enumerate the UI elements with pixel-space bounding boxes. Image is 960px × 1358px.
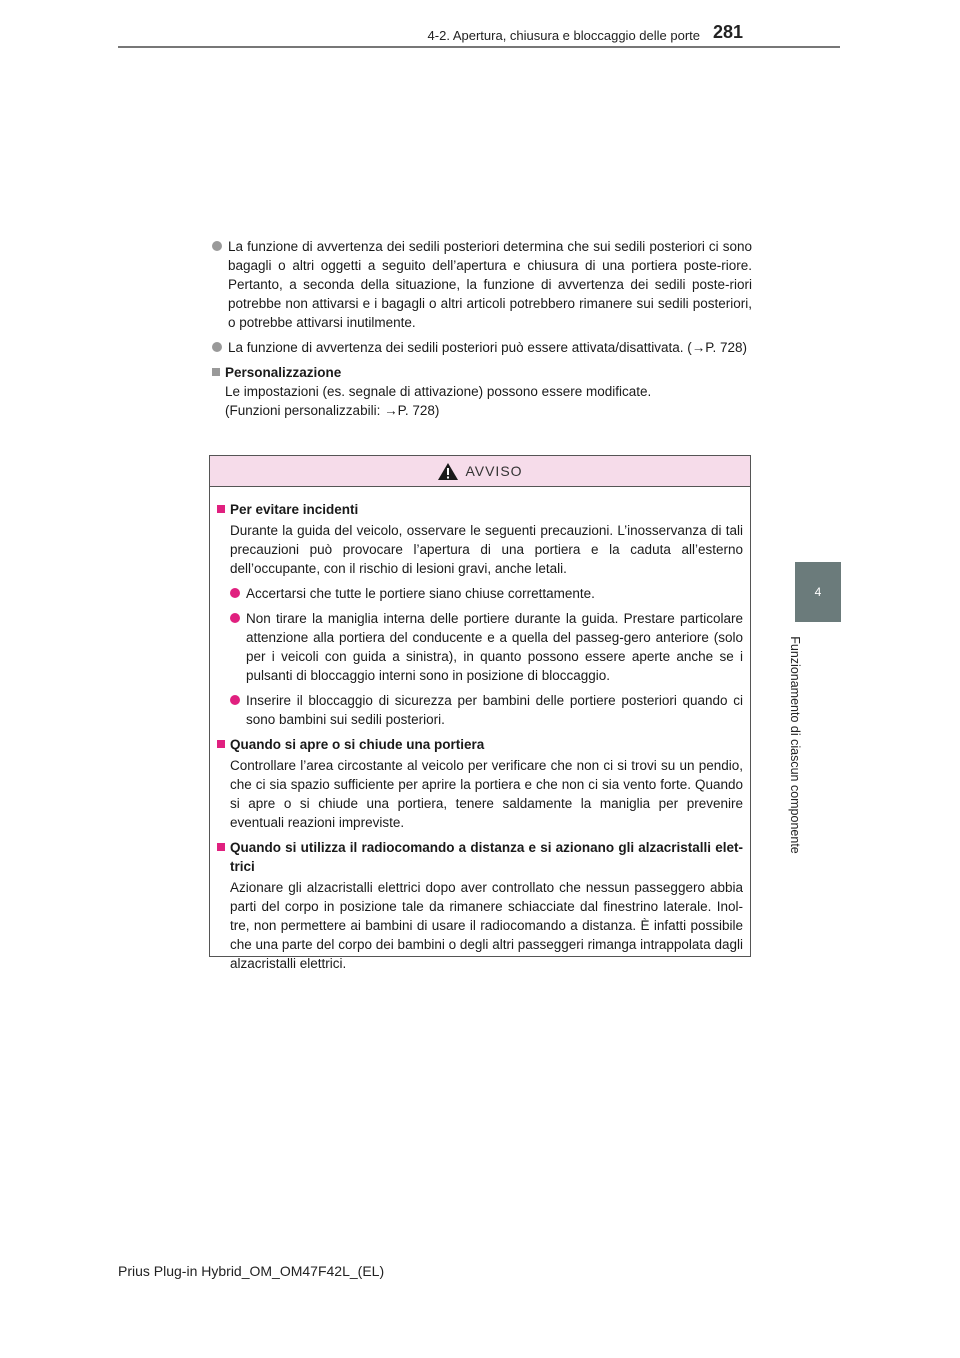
main-content [212,237,752,420]
square-bullet-icon [217,843,225,851]
square-bullet-icon [217,740,225,748]
bullet-icon [230,588,240,598]
warning-section-text: Azionare gli alzacristalli elettrici dopo aver controllato che nessun passeggero abbia parti del corpo in posizione tale da rimanere schiacciate dal finestrino laterale. Inol-tre, non permettere ai bambini di usare il radiocomando a distanza. È infatti possibile che una parte del corpo dei bambini o degli altri passeggeri rimanga intrappolata dagli alzacristalli elettrici. [230,880,743,971]
chapter-label-text: Funzionamento di ciascun componente [788,635,802,854]
warning-body [210,487,750,973]
list-item [217,691,743,729]
chapter-label [770,632,820,857]
heading-text: Quando si utilizza il radiocomando a distanza e si azionano gli alzacristalli elet-trici [230,840,743,874]
customization-body [212,382,752,420]
bullet-text: La funzione di avvertenza dei sedili posteriori determina che sui sedili posteriori ci sono bagagli o altri oggetti a seguito dell’apertura e chiusura di una portiera poste-riore. Pertanto, a seconda della situazione, la funzione di avvertenza dei sedili poste-riori potrebbe non attivarsi e i bagagli o altri articoli potrebbero rimanere sui sedili posteriori, o potrebbe attivarsi inutilmente. [228,239,752,330]
document-footer: Prius Plug-in Hybrid_OM_OM47F42L_(EL) [118,1263,385,1279]
bullet-icon [230,695,240,705]
list-item [217,609,743,685]
chapter-tab[interactable] [795,562,841,622]
bullet-text: La funzione di avvertenza dei sedili posteriori può essere attivata/disattivata. (→P. 728) [228,340,748,355]
warning-section-heading [217,838,743,876]
customization-heading [212,363,752,382]
list-item [217,584,743,603]
warning-section-text: Controllare l’area circostante al veicolo per verificare che non ci si trovi su un pendio, che ci sia spazio sufficiente per aprire la portiera e che non ci sia vento forte. Quando si apre o si chiude una portiera, tenere saldamente la maniglia per prevenire eventuali reazioni impreviste. [230,758,743,830]
header-divider [118,46,840,48]
customization-title: Personalizzazione [225,365,342,380]
customization-link[interactable]: (Funzioni personalizzabili: →P. 728) [225,403,440,418]
warning-triangle-icon [437,462,459,481]
warning-section-text: Durante la guida del veicolo, osservare le seguenti precauzioni. L’inosservanza di tali precauzioni può provocare l’apertura di una portiera e la caduta all’esterno dell’occupante, con il rischio di lesioni gravi, anche letali. [230,523,743,576]
warning-header [210,456,750,487]
warning-section-heading [217,500,743,519]
bullet-icon [230,613,240,623]
warning-section-heading [217,735,743,754]
heading-text: Quando si apre o si chiude una portiera [230,737,485,752]
square-bullet-icon [212,368,220,376]
bullet-icon [212,342,222,352]
section-title: 4-2. Apertura, chiusura e bloccaggio delle porte [427,28,700,43]
list-item [212,237,752,332]
chapter-tab-number: 4 [814,585,822,599]
bullet-icon [212,241,222,251]
square-bullet-icon [217,505,225,513]
heading-text: Per evitare incidenti [230,502,359,517]
list-item [212,338,752,357]
warning-box [209,455,751,971]
customization-line: Le impostazioni (es. segnale di attivazione) possono essere modificate. [225,384,652,399]
warning-title: AVVISO [465,463,523,479]
bullet-text: Inserire il bloccaggio di sicurezza per bambini delle portiere posteriori quando ci sono bambini sui sedili posteriori. [246,693,743,727]
page-number: 281 [713,22,744,42]
bullet-text: Non tirare la maniglia interna delle portiere durante la guida. Prestare particolare attenzione alla portiera del conducente e a quella del passeg-gero anteriore (solo per i veicoli con guida a sinistra), in quanto possono essere aperte anche se i pulsanti di bloccaggio interni sono in posizione di bloccaggio. [246,611,743,683]
bullet-text: Accertarsi che tutte le portiere siano chiuse correttamente. [246,586,595,601]
